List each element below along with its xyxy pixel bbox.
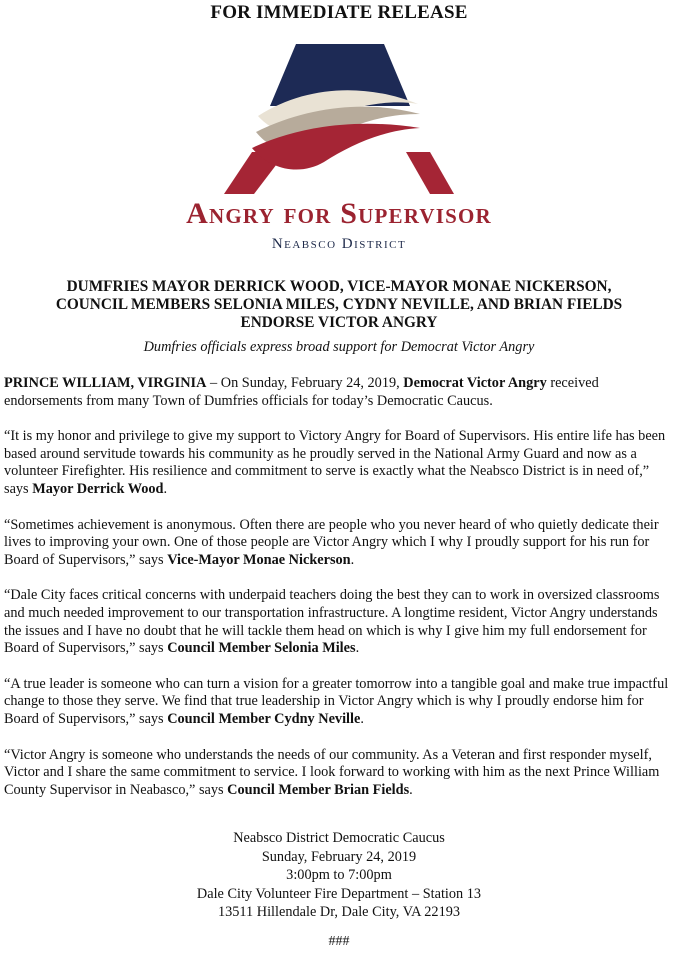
paragraph-quote-5 bbox=[4, 747, 674, 800]
event-name: Neabsco District Democratic Caucus bbox=[233, 830, 445, 846]
quote-3-text: “Dale City faces critical concerns with underpaid teachers doing the best they can to work in oversized classrooms and much needed improvement to our transportation infrastructure. A longtime resident, Victor Angry understands the issues and I have no doubt that he will tackle them head on which is why I give him my full endorsement for Board of Supervisors,” says bbox=[4, 587, 660, 657]
quote-5-end: . bbox=[409, 781, 413, 798]
paragraph-quote-2 bbox=[4, 517, 674, 570]
logo-title: Angry for Supervisor bbox=[186, 197, 492, 230]
end-mark: ### bbox=[328, 934, 350, 949]
paragraph-intro bbox=[4, 375, 674, 410]
quote-3-speaker: Council Member Selonia Miles bbox=[167, 640, 356, 657]
headline-line-3: ENDORSE VICTOR ANGRY bbox=[240, 314, 438, 331]
body-text bbox=[4, 375, 674, 817]
headline-line-1: DUMFRIES MAYOR DERRICK WOOD, VICE-MAYOR MONAE NICKERSON, bbox=[66, 278, 612, 295]
quote-1-text: “It is my honor and privilege to give my support to Victory Angry for Board of Supervisors. His entire life has been based around servitude towards his community as he proudly served in the National Army Guard and now as a volunteer Firefighter. His resilience and commitment to serve is exactly what the Neabsco District is in need of,” says bbox=[4, 428, 666, 497]
subheadline: Dumfries officials express broad support for Democrat Victor Angry bbox=[143, 339, 535, 355]
logo-a-red-right bbox=[406, 152, 454, 194]
headline bbox=[0, 278, 678, 332]
event-details bbox=[0, 829, 678, 922]
paragraph-quote-3 bbox=[4, 587, 674, 657]
paragraph-quote-1 bbox=[4, 428, 674, 498]
quote-3-end: . bbox=[355, 640, 360, 657]
event-date: Sunday, February 24, 2019 bbox=[261, 848, 417, 865]
quote-1-speaker: Mayor Derrick Wood bbox=[32, 480, 164, 497]
release-label: FOR IMMEDIATE RELEASE bbox=[210, 2, 468, 23]
quote-4-end: . bbox=[360, 710, 364, 727]
event-venue: Dale City Volunteer Fire Department – Station 13 bbox=[196, 885, 482, 902]
intro-candidate: Democrat Victor Angry bbox=[403, 375, 547, 391]
intro-text-a: – On Sunday, February 24, 2019, bbox=[206, 375, 404, 391]
quote-5-text: “Victor Angry is someone who understands the needs of our community. As a Veteran and first responder myself, Victor and I share the same commitment to service. I look forward to working with him as the next Prince William County Supervisor in Neabasco,” says bbox=[4, 746, 660, 798]
quote-1-end: . bbox=[163, 480, 168, 497]
quote-4-text: “A true leader is someone who can turn a vision for a greater tomorrow into a tangible goal and make true impactful change to those they serve. We find that true leadership in Victor Angry which is why I proudly endorse him for Board of Supervisors,” says bbox=[4, 675, 669, 727]
quote-4-speaker: Council Member Cydny Neville bbox=[167, 710, 361, 727]
dateline: PRINCE WILLIAM, VIRGINIA bbox=[4, 375, 207, 391]
logo-subtitle: Neabsco District bbox=[271, 236, 407, 252]
paragraph-quote-4 bbox=[4, 676, 674, 729]
event-time: 3:00pm to 7:00pm bbox=[286, 867, 392, 883]
event-address: 13511 Hillendale Dr, Dale City, VA 22193 bbox=[217, 904, 461, 920]
quote-2-speaker: Vice-Mayor Monae Nickerson bbox=[167, 551, 351, 568]
intro-text-b: received endorsements from many Town of Dumfries officials for today’s Democratic Caucus. bbox=[4, 375, 599, 409]
quote-5-speaker: Council Member Brian Fields bbox=[227, 781, 410, 798]
quote-2-text: “Sometimes achievement is anonymous. Often there are people who you never heard of who quietly dedicate their lives to improving your own. One of those people are Victor Angry which I why I proudly support for his run for Board of Supervisors,” says bbox=[4, 516, 659, 568]
quote-2-end: . bbox=[350, 551, 355, 568]
headline-line-2: COUNCIL MEMBERS SELONIA MILES, CYDNY NEVILLE, AND BRIAN FIELDS bbox=[55, 296, 623, 313]
